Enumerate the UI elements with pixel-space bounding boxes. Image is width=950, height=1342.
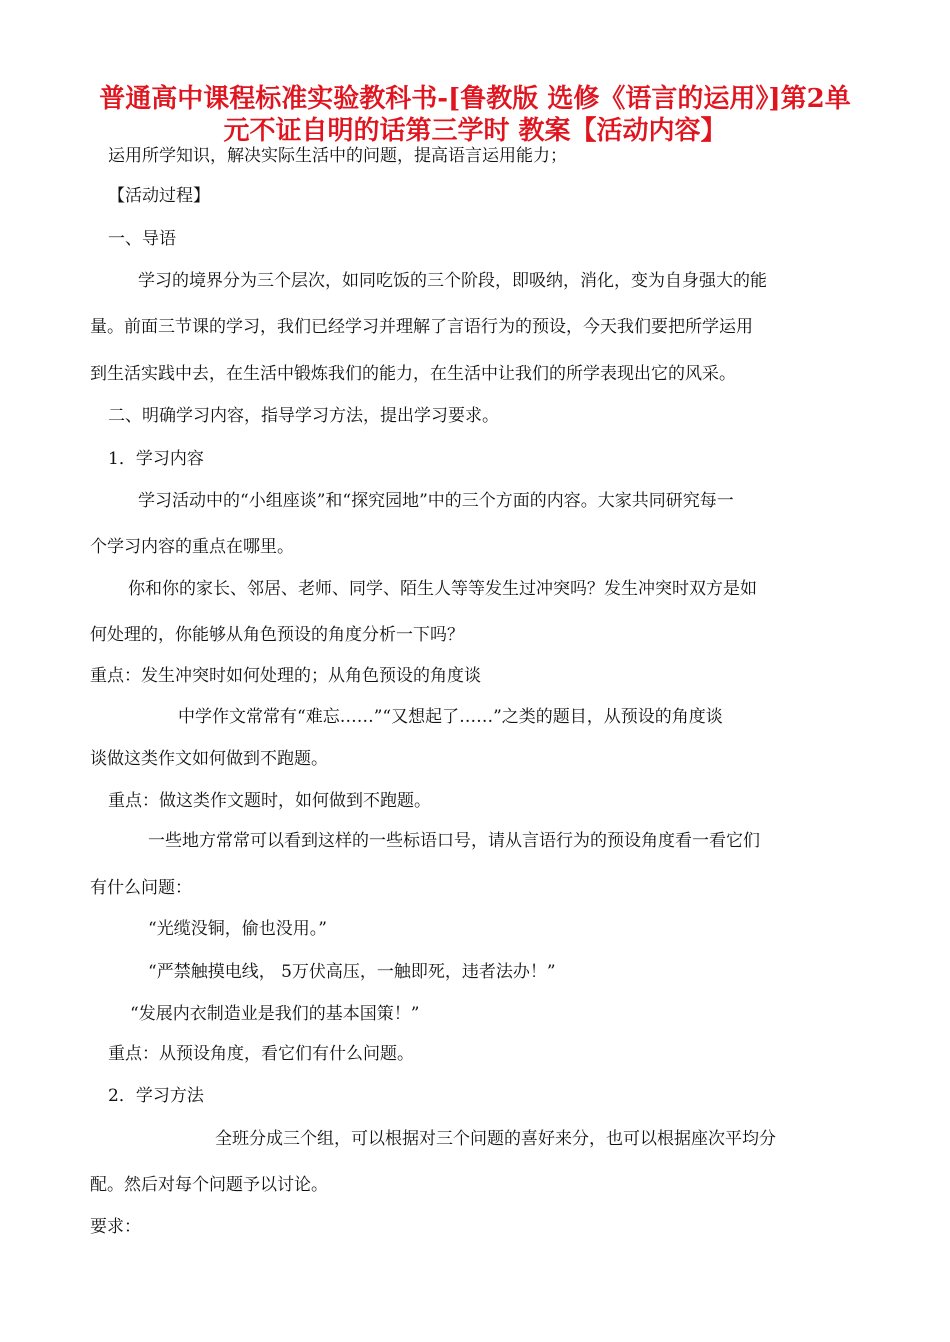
paragraph-line: 中学作文常常有“难忘……”“又想起了……”之类的题目，从预设的角度谈: [178, 707, 723, 727]
paragraph-line: 到生活实践中去，在生活中锻炼我们的能力，在生活中让我们的所学表现出它的风采。: [90, 364, 736, 384]
document-title-line-1: 普通高中课程标准实验教科书-[鲁教版 选修《语言的运用》]第2单: [99, 84, 851, 114]
subheading-learning-method: 2．学习方法: [108, 1086, 204, 1106]
paragraph-line: 一些地方常常可以看到这样的一些标语口号，请从言语行为的预设角度看一看它们: [148, 831, 760, 851]
section-heading-intro: 一、导语: [108, 229, 176, 249]
slogan-quote: “发展内衣制造业是我们的基本国策！”: [130, 1004, 420, 1024]
paragraph-line: 学习活动中的“小组座谈”和“探究园地”中的三个方面的内容。大家共同研究每一: [138, 491, 734, 511]
paragraph-line: 有什么问题：: [90, 878, 192, 898]
subheading-learning-content: 1．学习内容: [108, 449, 204, 469]
paragraph-line: 学习的境界分为三个层次，如同吃饭的三个阶段，即吸纳，消化，变为自身强大的能: [138, 271, 767, 291]
key-point-text: 重点：做这类作文题时，如何做到不跑题。: [108, 791, 431, 811]
key-point-text: 重点：从预设角度，看它们有什么问题。: [108, 1044, 414, 1064]
paragraph-line: 配。然后对每个问题予以讨论。: [90, 1175, 328, 1195]
activity-process-heading: 【活动过程】: [108, 186, 210, 206]
key-point-text: 重点：发生冲突时如何处理的；从角色预设的角度谈: [90, 666, 481, 686]
paragraph-line: 量。前面三节课的学习，我们已经学习并理解了言语行为的预设，今天我们要把所学运用: [90, 317, 753, 337]
activity-content-text: 运用所学知识，解决实际生活中的问题，提高语言运用能力；: [108, 146, 567, 166]
paragraph-line: 何处理的，你能够从角色预设的角度分析一下吗？: [90, 625, 464, 645]
requirements-label: 要求：: [90, 1217, 141, 1237]
document-title-line-2: 元不证自明的话第三学时 教案【活动内容】: [223, 116, 727, 146]
paragraph-line: 你和你的家长、邻居、老师、同学、陌生人等等发生过冲突吗？发生冲突时双方是如: [128, 579, 757, 599]
section-heading-learning: 二、明确学习内容，指导学习方法，提出学习要求。: [108, 406, 499, 426]
paragraph-line: 全班分成三个组，可以根据对三个问题的喜好来分，也可以根据座次平均分: [215, 1129, 776, 1149]
paragraph-line: 个学习内容的重点在哪里。: [90, 537, 294, 557]
paragraph-line: 谈做这类作文如何做到不跑题。: [90, 749, 328, 769]
slogan-quote: “光缆没铜，偷也没用。”: [148, 919, 327, 939]
slogan-quote: “严禁触摸电线， 5万伏高压，一触即死，违者法办！”: [148, 962, 556, 982]
